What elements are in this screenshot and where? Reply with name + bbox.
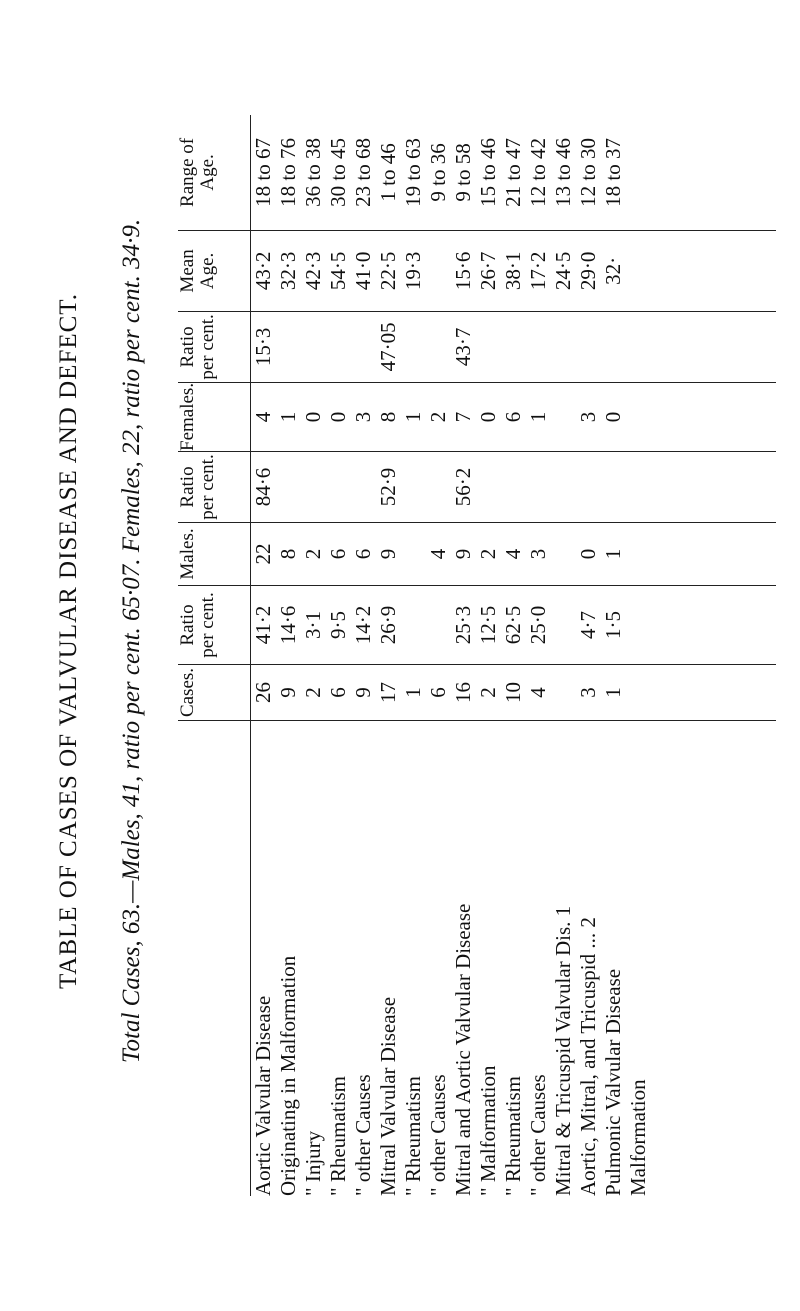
header-ratio-cases-line2: per cent. [197,592,218,658]
cell-cases [551,665,576,721]
cell-ratio-females [601,311,626,382]
cell-ratio-males [276,452,301,523]
cell-ratio-cases [401,586,426,665]
header-males: Males. [178,523,251,586]
header-cases: Cases. [178,665,251,721]
cell-ratio-females [526,311,551,382]
row-label: Aortic, Mitral, and Tricuspid ... 2 [576,917,600,1196]
cell-ratio-males [426,452,451,523]
cell-females: 0 [601,382,626,451]
header-ratio-females-line2: per cent. [197,314,218,380]
cell-range-age: 9 to 36 [426,115,451,231]
cell-mean-age: 32· [601,230,626,311]
cell-females [551,382,576,451]
table-row [276,115,301,1196]
cell-ratio-females [301,311,326,382]
row-label: " Injury [301,1130,325,1196]
cell-range-age: 23 to 68 [351,115,376,231]
cell-ratio-cases: 9·5 [326,586,351,665]
cell-mean-age: 43·2 [251,230,277,311]
cell-females: 0 [326,382,351,451]
table-body [251,115,777,1196]
cell-cases: 17 [376,665,401,721]
cell-ratio-males [551,452,576,523]
cell-mean-age: 54·5 [326,230,351,311]
cell-ratio-cases: 25·3 [451,586,476,665]
header-ratio-cases [178,586,251,665]
cell-females: 1 [401,382,426,451]
brace-row-cell [626,586,776,665]
cell-ratio-cases: 14·6 [276,586,301,665]
cell-males: 4 [426,523,451,586]
cell-ratio-males [401,452,426,523]
cell-ratio-males [501,452,526,523]
header-ratio-cases-line1: Ratio [177,604,198,646]
cell-cases: 26 [251,665,277,721]
brace-row-cell [626,382,776,451]
brace-label: Malformation [626,1079,650,1196]
cell-cases: 6 [426,665,451,721]
cell-ratio-cases: 4·7 [576,586,601,665]
header-range-age-line1: Range of [177,137,198,207]
cell-ratio-males [576,452,601,523]
cell-ratio-males [326,452,351,523]
brace-row-cell [626,665,776,721]
row-label: " other Causes [426,1074,450,1196]
cell-ratio-cases: 26·9 [376,586,401,665]
row-label: Mitral and Aortic Valvular Disease [451,903,475,1196]
header-label-cell [178,721,251,1197]
table-row [576,115,601,1196]
header-ratio-females-line1: Ratio [177,326,198,368]
cell-mean-age: 22·5 [376,230,401,311]
cell-males: 4 [501,523,526,586]
cell-males [401,523,426,586]
cell-ratio-females [326,311,351,382]
header-ratio-males-line1: Ratio [177,466,198,508]
cell-range-age: 36 to 38 [301,115,326,231]
cell-range-age: 9 to 58 [451,115,476,231]
cell-cases: 2 [476,665,501,721]
cell-females: 1 [526,382,551,451]
row-label: " other Causes [351,1074,375,1196]
cell-cases: 4 [526,665,551,721]
cell-range-age: 19 to 63 [401,115,426,231]
cell-mean-age: 38·1 [501,230,526,311]
cell-mean-age [426,230,451,311]
cell-range-age: 21 to 47 [501,115,526,231]
cell-males: 8 [276,523,301,586]
cell-cases: 1 [401,665,426,721]
cell-males: 6 [326,523,351,586]
table-row [376,115,401,1196]
page-subtitle: Total Cases, 63.—Males, 41, ratio per cent. 65·07. Females, 22, ratio per cent. 34·9. [118,218,145,1064]
cell-ratio-females [551,311,576,382]
cell-females: 3 [576,382,601,451]
table-row [251,115,277,1196]
cell-males: 1 [601,523,626,586]
cell-cases: 9 [276,665,301,721]
cell-cases: 2 [301,665,326,721]
header-ratio-males [178,452,251,523]
cell-range-age: 13 to 46 [551,115,576,231]
brace-row-cell [626,311,776,382]
cell-females: 7 [451,382,476,451]
cell-males: 0 [576,523,601,586]
cell-ratio-males: 84·6 [251,452,277,523]
cell-males: 6 [351,523,376,586]
cell-females: 2 [426,382,451,451]
cell-males [551,523,576,586]
cell-males: 2 [301,523,326,586]
cell-ratio-females [401,311,426,382]
row-label: " Rheumatism [401,1076,425,1196]
cell-cases: 9 [351,665,376,721]
cell-mean-age: 42·3 [301,230,326,311]
row-label: Mitral Valvular Disease [376,996,400,1196]
cell-cases: 10 [501,665,526,721]
cell-range-age: 1 to 46 [376,115,401,231]
table-row [401,115,426,1196]
row-label: " other Causes [526,1074,550,1196]
cell-range-age: 12 to 30 [576,115,601,231]
table-row [426,115,451,1196]
cell-ratio-cases: 62·5 [501,586,526,665]
cell-ratio-cases: 14·2 [351,586,376,665]
brace-row-cell [626,452,776,523]
cell-ratio-females: 43·7 [451,311,476,382]
cell-ratio-females: 15·3 [251,311,277,382]
cell-ratio-males [476,452,501,523]
cell-ratio-males [526,452,551,523]
cell-ratio-cases: 1·5 [601,586,626,665]
cell-mean-age: 26·7 [476,230,501,311]
cell-ratio-females [476,311,501,382]
table-row [351,115,376,1196]
cell-ratio-males: 52·9 [376,452,401,523]
cell-cases: 3 [576,665,601,721]
brace-row-cell [626,115,776,231]
cell-ratio-cases: 3·1 [301,586,326,665]
cell-ratio-females [351,311,376,382]
cell-males: 22 [251,523,277,586]
cell-cases: 16 [451,665,476,721]
table-row [451,115,476,1196]
cell-range-age: 18 to 67 [251,115,277,231]
cell-ratio-females: 47·05 [376,311,401,382]
cell-males: 9 [376,523,401,586]
cell-mean-age: 41·0 [351,230,376,311]
cell-ratio-males: 56·2 [451,452,476,523]
cell-ratio-cases: 41·2 [251,586,277,665]
brace-row-cell [626,230,776,311]
cell-range-age: 30 to 45 [326,115,351,231]
cell-females: 6 [501,382,526,451]
row-label: Aortic Valvular Disease [251,995,275,1196]
cell-range-age: 12 to 42 [526,115,551,231]
cell-mean-age: 29·0 [576,230,601,311]
cell-females: 3 [351,382,376,451]
header-range-age [178,115,251,231]
cell-females: 0 [476,382,501,451]
valvular-disease-table [178,115,776,1196]
cell-ratio-males [601,452,626,523]
cell-mean-age: 17·2 [526,230,551,311]
cell-ratio-cases: 12·5 [476,586,501,665]
brace-row [626,115,776,1196]
row-label: " Malformation [476,1065,500,1196]
table-row [301,115,326,1196]
header-females: Females. [178,382,251,451]
cell-ratio-females [426,311,451,382]
header-ratio-males-line2: per cent. [197,454,218,520]
row-label: Originating in Malformation [276,955,300,1196]
cell-ratio-males [351,452,376,523]
cell-mean-age: 24·5 [551,230,576,311]
cell-ratio-cases [426,586,451,665]
table-row [601,115,626,1196]
cell-ratio-females [501,311,526,382]
cell-cases: 1 [601,665,626,721]
cell-females: 0 [301,382,326,451]
cell-males: 3 [526,523,551,586]
cell-range-age: 15 to 46 [476,115,501,231]
header-range-age-line2: Age. [197,154,218,191]
table-row [501,115,526,1196]
cell-males: 9 [451,523,476,586]
page-title: TABLE OF CASES OF VALVULAR DISEASE AND DEFECT. [55,293,82,989]
cell-cases: 6 [326,665,351,721]
header-row [178,115,251,1196]
row-label: " Rheumatism [501,1076,525,1196]
cell-range-age: 18 to 76 [276,115,301,231]
row-label: Mitral & Tricuspid Valvular Dis. 1 [551,905,575,1196]
row-label: " Rheumatism [326,1076,350,1196]
table-row [476,115,501,1196]
cell-mean-age: 19·3 [401,230,426,311]
header-mean-age: Mean Age. [178,230,251,311]
cell-females: 4 [251,382,277,451]
brace-row-cell [626,523,776,586]
cell-males: 2 [476,523,501,586]
header-ratio-females [178,311,251,382]
cell-females: 1 [276,382,301,451]
table-row [551,115,576,1196]
cell-mean-age: 15·6 [451,230,476,311]
cell-ratio-females [576,311,601,382]
cell-ratio-males [301,452,326,523]
cell-range-age: 18 to 37 [601,115,626,231]
table-row [326,115,351,1196]
cell-ratio-females [276,311,301,382]
row-label: Pulmonic Valvular Disease [601,968,625,1196]
cell-females: 8 [376,382,401,451]
cell-ratio-cases: 25·0 [526,586,551,665]
cell-ratio-cases [551,586,576,665]
cell-mean-age: 32·3 [276,230,301,311]
table-row [526,115,551,1196]
